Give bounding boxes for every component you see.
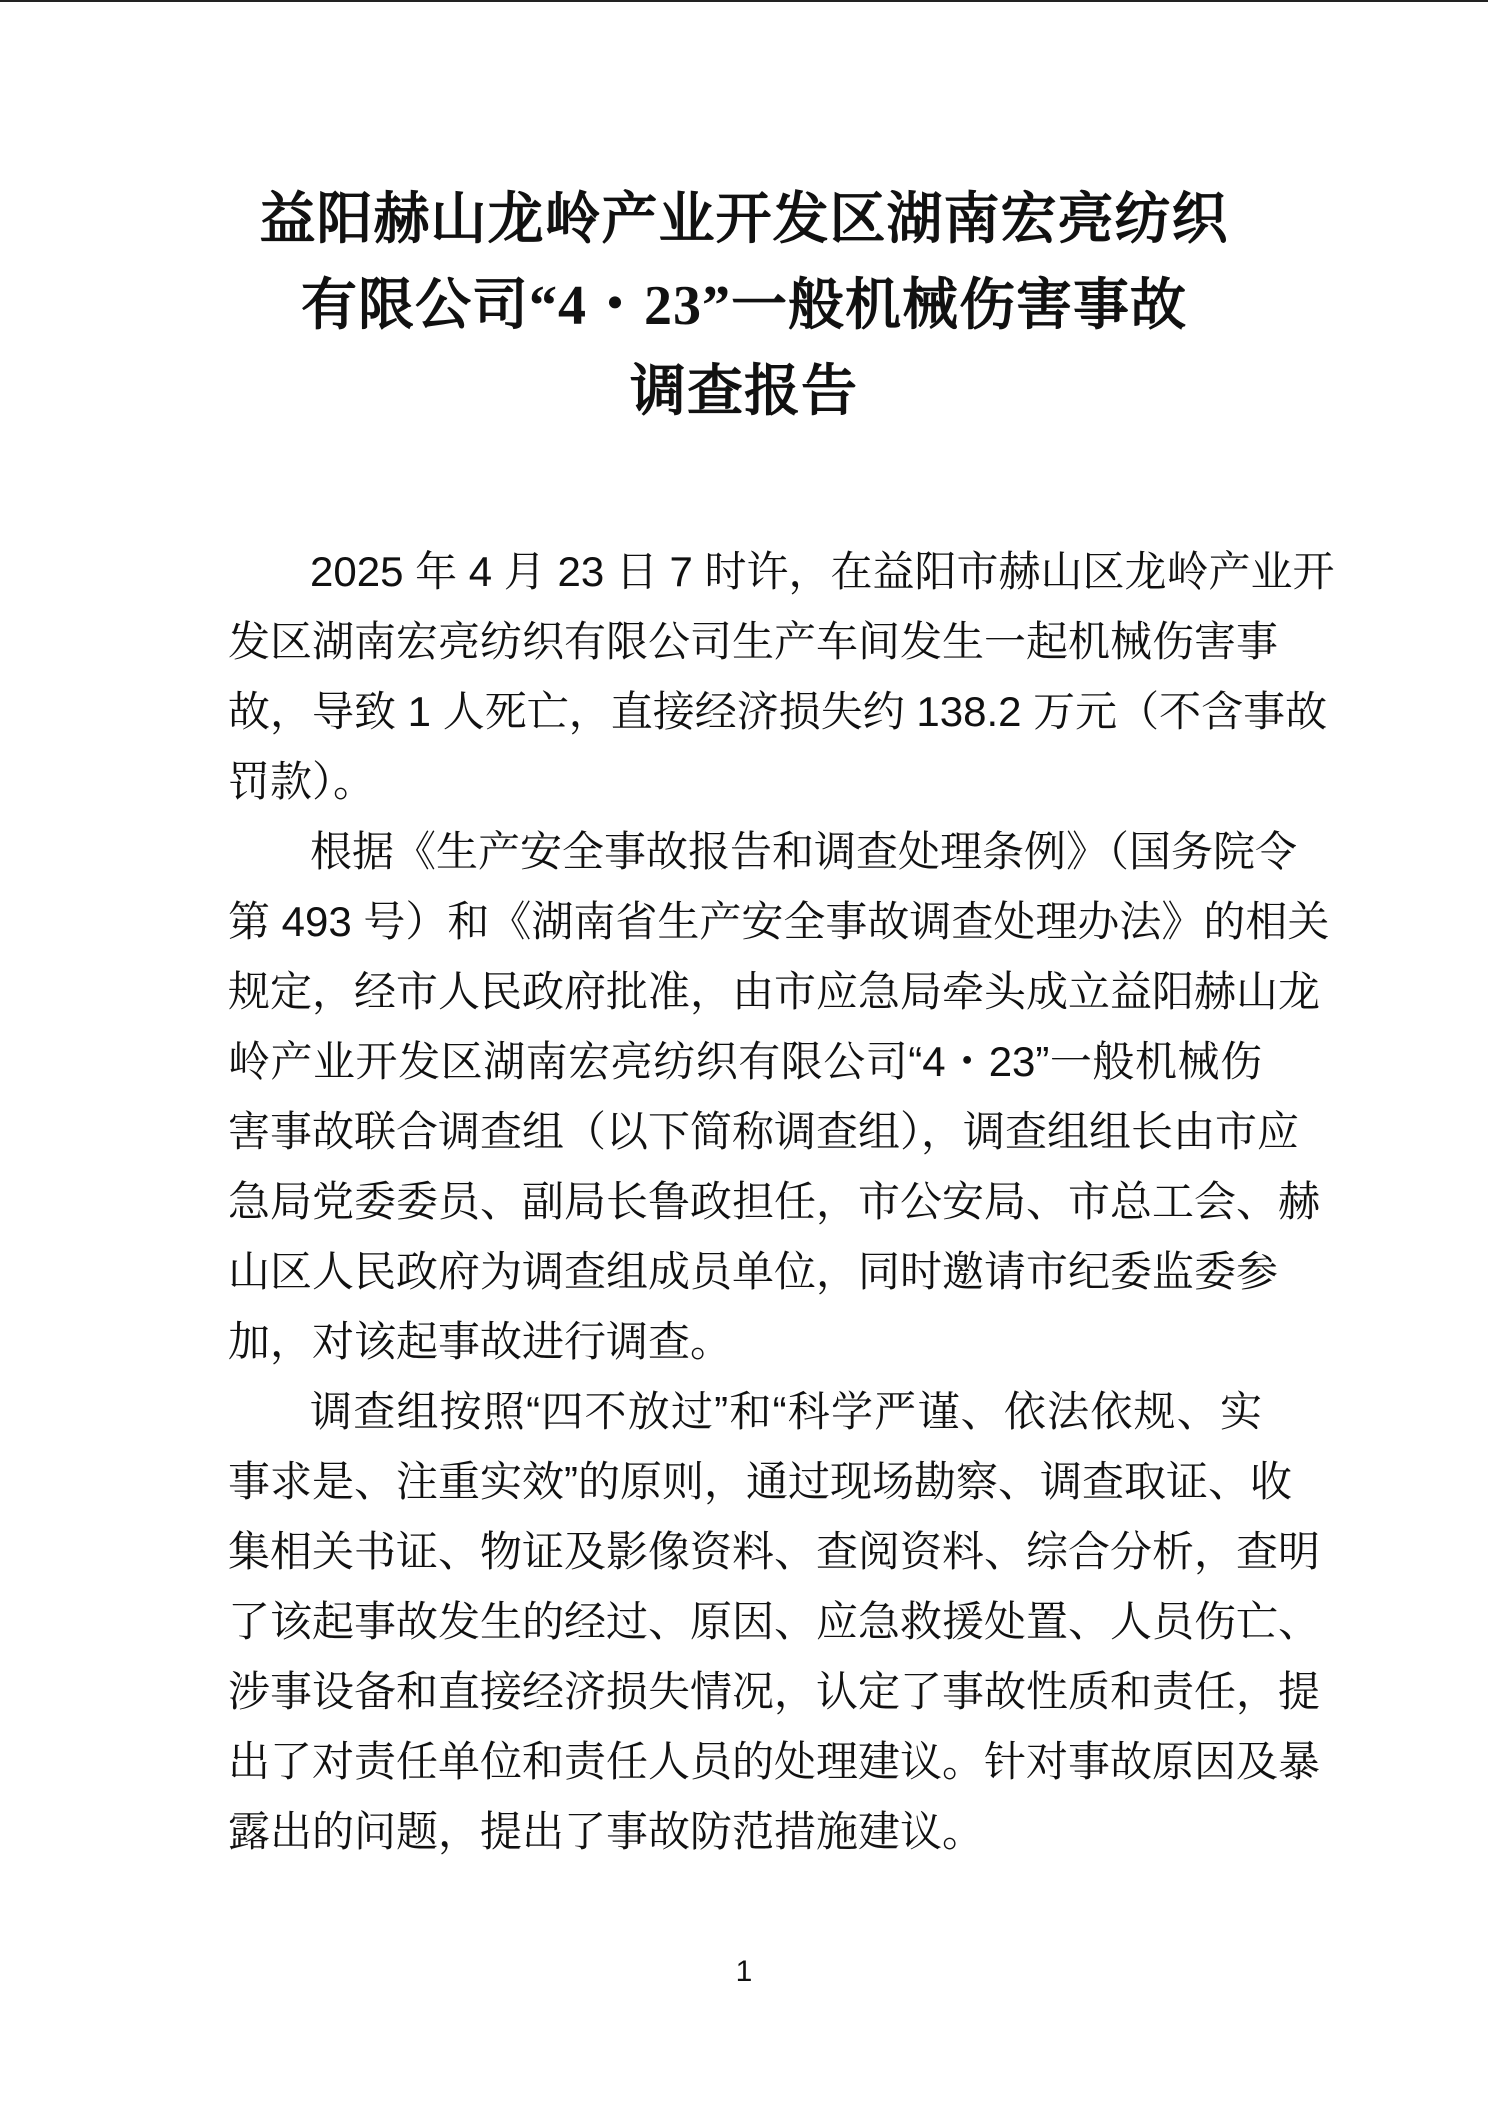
paragraph-line: 罚款）。 [228,758,376,805]
paragraph-line: 加，对该起事故进行调查。 [228,1318,733,1365]
paragraph-line: 事求是、注重实效”的原则，通过现场勘察、调查取证、收 [228,1458,1292,1505]
paragraph-line: 2025 年 4 月 23 日 7 时许，在益阳市赫山区龙岭产业开 [310,548,1335,595]
paragraph-line: 害事故联合调查组（以下简称调查组），调查组组长由市应 [228,1108,1300,1155]
title-line-3: 调查报告 [630,361,858,423]
page-top-border [0,0,1488,2]
paragraph-line: 急局党委委员、副局长鲁政担任，市公安局、市总工会、赫 [228,1178,1321,1225]
paragraph-line: 岭产业开发区湖南宏亮纺织有限公司“4・23”一般机械伤 [228,1038,1262,1085]
paragraph-line: 发区湖南宏亮纺织有限公司生产车间发生一起机械伤害事 [228,618,1279,665]
title-line-1: 益阳赫山龙岭产业开发区湖南宏亮纺织 [259,189,1229,251]
paragraph-line: 集相关书证、物证及影像资料、查阅资料、综合分析，查明 [228,1528,1321,1575]
paragraph-line: 调查组按照“四不放过”和“科学严谨、依法依规、实 [310,1388,1262,1435]
paragraph [228,537,1335,817]
document-body [228,537,1335,1867]
paragraph-line: 第 493 号）和《湖南省生产安全事故调查处理办法》的相关 [228,898,1330,945]
paragraph-line: 根据《生产安全事故报告和调查处理条例》（国务院令 [310,828,1298,875]
paragraph-line: 山区人民政府为调查组成员单位，同时邀请市纪委监委参 [228,1248,1279,1295]
title-line-2: 有限公司“4・23”一般机械伤害事故 [301,275,1187,337]
page-number: 1 [735,1955,753,1988]
paragraph [228,817,1330,1377]
paragraph-line: 故，导致 1 人死亡，直接经济损失约 138.2 万元（不含事故 [228,688,1328,735]
paragraph-line: 涉事设备和直接经济损失情况，认定了事故性质和责任，提 [228,1668,1321,1715]
paragraph-line: 出了对责任单位和责任人员的处理建议。针对事故原因及暴 [228,1738,1321,1785]
paragraph [228,1377,1321,1867]
paragraph-line: 规定，经市人民政府批准，由市应急局牵头成立益阳赫山龙 [228,968,1321,1015]
paragraph-line: 露出的问题，提出了事故防范措施建议。 [228,1808,985,1855]
paragraph-line: 了该起事故发生的经过、原因、应急救援处置、人员伤亡、 [228,1598,1321,1645]
